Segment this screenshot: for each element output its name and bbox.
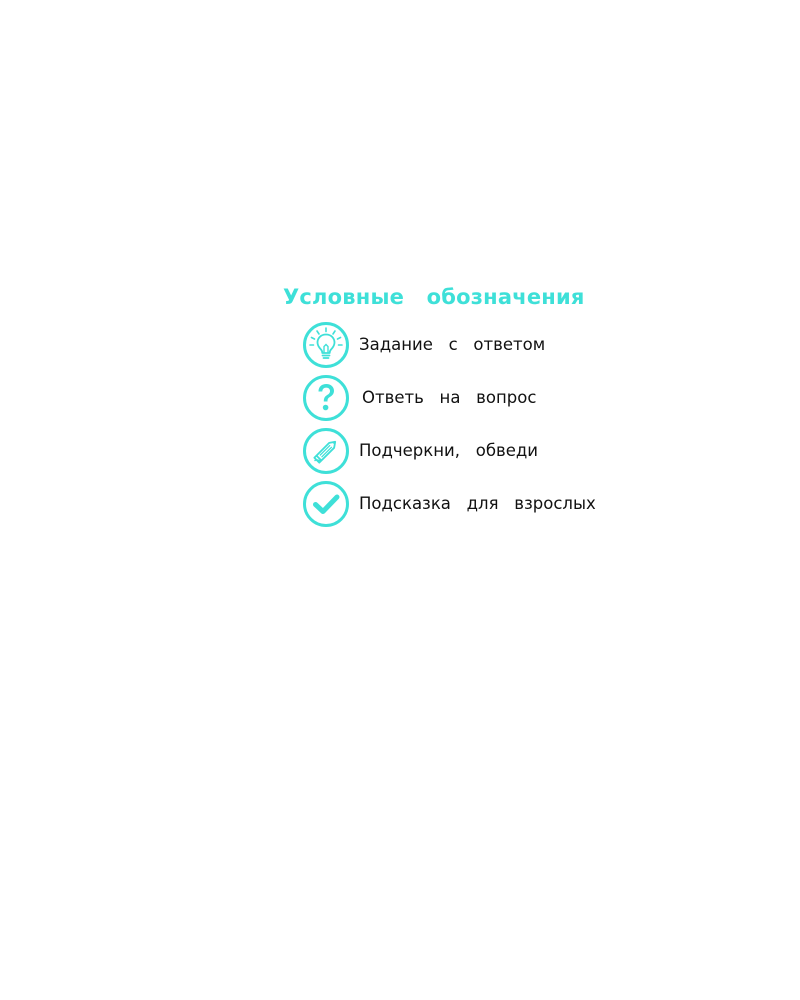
legend-label-answer-question: Ответь на вопрос <box>362 388 537 407</box>
legend-label-underline-circle: Подчеркни, обведи <box>359 441 539 460</box>
legend-item-adult-hint <box>302 480 602 528</box>
legend-item-answer-task <box>302 321 602 369</box>
question-icon <box>302 374 350 422</box>
legend-label-answer-task: Задание с ответом <box>359 335 546 354</box>
legend-label-adult-hint: Подсказка для взрослых <box>359 494 596 513</box>
pencil-icon <box>302 427 350 475</box>
checkmark-icon <box>302 480 350 528</box>
lightbulb-icon <box>302 321 350 369</box>
legend-item-answer-question <box>302 374 602 422</box>
legend-title: Условные обозначения <box>283 285 585 309</box>
legend-item-underline-circle <box>302 427 602 475</box>
